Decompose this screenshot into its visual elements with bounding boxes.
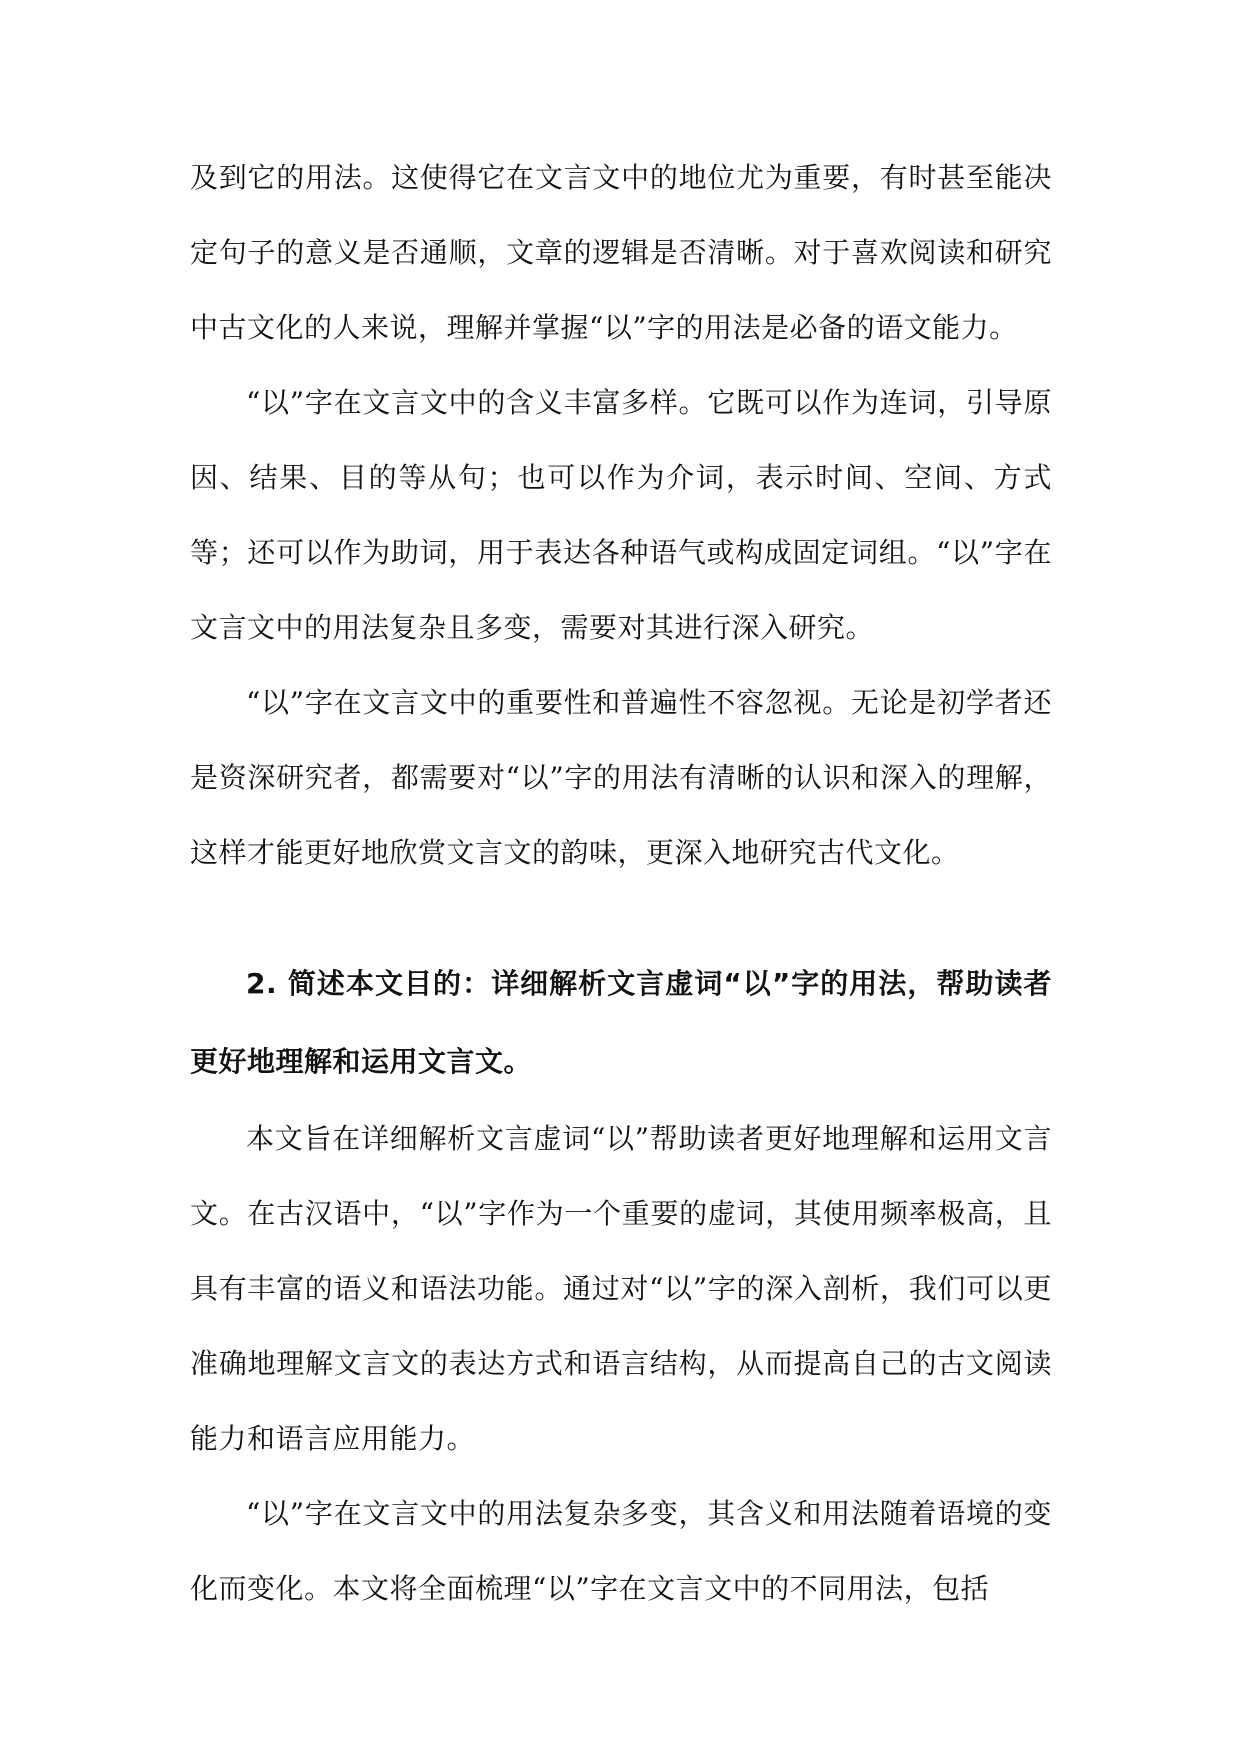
- paragraph-meanings: “以”字在文言文中的含义丰富多样。它既可以作为连词，引导原因、结果、目的等从句；也可以作为介词，表示时间、空间、方式等；还可以作为助词，用于表达各种语气或构成固定词组。“以”字在文言文中的用法复杂且多变，需要对其进行深入研究。: [190, 386, 1052, 644]
- paragraph-importance: “以”字在文言文中的重要性和普遍性不容忽视。无论是初学者还是资深研究者，都需要对“以”字的用法有清晰的认识和深入的理解，这样才能更好地欣赏文言文的韵味，更深入地研究古代文化。: [190, 686, 1052, 869]
- paragraph-usage: “以”字在文言文中的用法复杂多变，其含义和用法随着语境的变化而变化。本文将全面梳理“以”字在文言文中的不同用法，包括: [190, 1497, 1052, 1605]
- document-page: [190, 140, 1052, 1626]
- paragraph-purpose: 本文旨在详细解析文言虚词“以”帮助读者更好地理解和运用文言文。在古汉语中，“以”字作为一个重要的虚词，其使用频率极高，且具有丰富的语义和语法功能。通过对“以”字的深入剖析，我们可以更准确地理解文言文的表达方式和语言结构，从而提高自己的古文阅读能力和语言应用能力。: [190, 1122, 1052, 1455]
- paragraph-continuation: 及到它的用法。这使得它在文言文中的地位尤为重要，有时甚至能决定句子的意义是否通顺，文章的逻辑是否清晰。对于喜欢阅读和研究中古文化的人来说，理解并掌握“以”字的用法是必备的语文能力。: [190, 161, 1052, 344]
- section-heading: 2. 简述本文目的：详细解析文言虚词“以”字的用法，帮助读者更好地理解和运用文言文。: [190, 967, 1052, 1078]
